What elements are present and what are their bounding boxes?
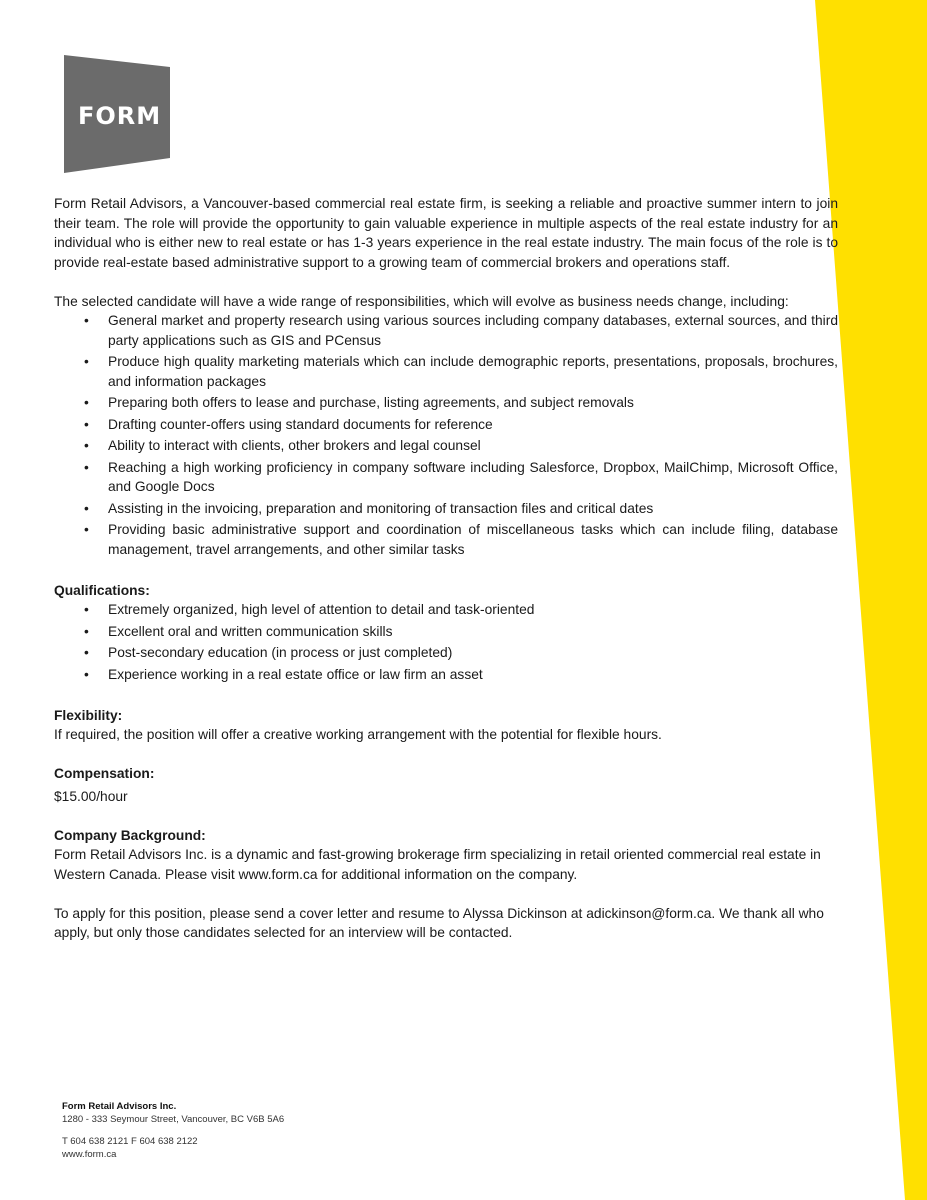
flexibility-text: If required, the position will offer a creative working arrangement with the potential for flexible hours. [54,727,662,742]
list-item: • Post-secondary education (in process or just completed) [84,645,453,660]
background-text: Form Retail Advisors Inc. is a dynamic and fast-growing brokerage firm specializing in retail oriented commercial real estate in Western Canada. Please visit www.form.ca for additional information on the company. [54,847,821,882]
list-item: • Excellent oral and written communication skills [84,623,393,639]
list-item: • Preparing both offers to lease and purchase, listing agreements, and subject removals [84,395,634,410]
responsibilities-list [54,311,838,559]
list-item: • Assisting in the invoicing, preparation and monitoring of transaction files and critical dates [84,500,654,516]
responsibilities-lead: The selected candidate will have a wide range of responsibilities, which will evolve as business needs change, including: [54,293,789,309]
compensation-text: $15.00/hour [54,788,128,804]
flexibility-heading: Flexibility: [54,707,123,723]
list-item: • General market and property research using various sources including company databases, external sources, and third party applications such as GIS and PCensus [84,313,838,348]
footer-phone: T 604 638 2121 F 604 638 2122 [62,1136,198,1147]
background-heading: Company Background: [54,827,206,843]
logo-text: FORM [78,102,162,130]
apply-paragraph: To apply for this position, please send a cover letter and resume to Alyssa Dickinson at adickinson@form.ca. We thank all who apply, but only those candidates selected for an interview will be contacted. [54,905,824,940]
qualifications-heading: Qualifications: [54,582,150,598]
list-item: • Ability to interact with clients, other brokers and legal counsel [84,438,481,453]
list-item: • Produce high quality marketing materials which can include demographic reports, presentations, proposals, brochures, and information packages [84,354,838,389]
document-body [54,194,838,943]
footer-address: 1280 - 333 Seymour Street, Vancouver, BC V6B 5A6 [62,1113,285,1125]
intro-paragraph: Form Retail Advisors, a Vancouver-based commercial real estate firm, is seeking a reliable and proactive summer intern to join their team. The role will provide the opportunity to gain valuable experience in multiple aspects of the real estate industry for an individual who is either new to real estate or has 1-3 years experience in the real estate industry. The main focus of the role is to provide real-estate based administrative support to a growing team of commercial brokers and operations staff. [54,196,838,270]
compensation-heading: Compensation: [54,766,155,781]
list-item: • Drafting counter-offers using standard documents for reference [84,416,493,432]
qualifications-list [54,600,838,684]
footer-web: www.form.ca [62,1148,117,1160]
list-item: • Providing basic administrative support and coordination of miscellaneous tasks which can include filing, database management, travel arrangements, and other similar tasks [84,522,838,557]
letterhead-footer [62,1101,284,1161]
list-item: • Experience working in a real estate office or law firm an asset [84,666,483,682]
list-item: • Extremely organized, high level of attention to detail and task-oriented [84,602,535,617]
list-item: • Reaching a high working proficiency in company software including Salesforce, Dropbox, MailChimp, Microsoft Office, and Google Docs [84,459,838,494]
footer-company: Form Retail Advisors Inc. [62,1101,177,1112]
